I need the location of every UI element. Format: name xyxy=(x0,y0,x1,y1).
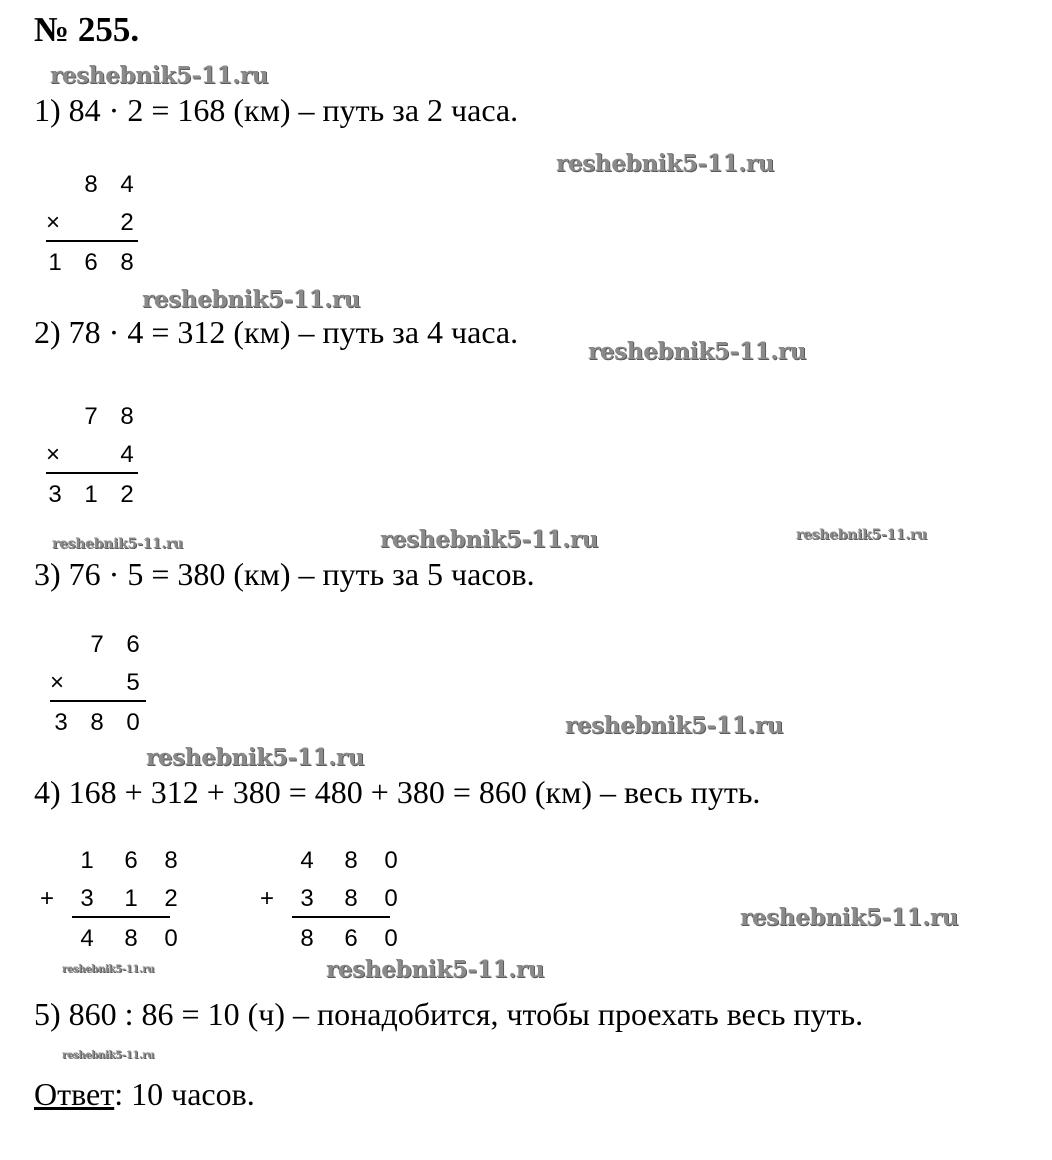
watermark: reshebnik5-11.ru xyxy=(796,527,927,543)
calc-digit: 8 xyxy=(120,249,134,276)
calc-digit: 8 xyxy=(84,171,98,198)
step-1: 1) 84 · 2 = 168 (км) – путь за 2 часа. xyxy=(34,92,519,128)
calc-digit: 6 xyxy=(126,631,140,658)
watermark: reshebnik5-11.ru xyxy=(556,150,775,177)
watermark: reshebnik5-11.ru xyxy=(740,904,959,931)
calc-line xyxy=(292,916,390,918)
calc-digit: 8 xyxy=(120,403,134,430)
calc-digit: 1 xyxy=(80,847,94,874)
calc-digit: 3 xyxy=(48,481,62,508)
calc-line xyxy=(72,916,170,918)
calc-digit: 1 xyxy=(84,481,98,508)
step-3: 3) 76 · 5 = 380 (км) – путь за 5 часов. xyxy=(34,556,535,592)
watermark: reshebnik5-11.ru xyxy=(380,526,599,553)
calc-digit: 8 xyxy=(90,709,104,736)
watermark: reshebnik5-11.ru xyxy=(142,286,361,313)
calc-digit: 2 xyxy=(120,481,134,508)
watermark: reshebnik5-11.ru xyxy=(62,1050,155,1061)
answer-label: Ответ xyxy=(34,1076,115,1112)
calc-digit: 8 xyxy=(124,925,138,952)
calc-line xyxy=(46,240,138,242)
watermark: reshebnik5-11.ru xyxy=(50,62,269,89)
watermark: reshebnik5-11.ru xyxy=(52,536,183,552)
calc-digit: 6 xyxy=(84,249,98,276)
calc-digit: 8 xyxy=(300,925,314,952)
calc-operator: × xyxy=(50,669,65,696)
step-4: 4) 168 + 312 + 380 = 480 + 380 = 860 (км) – весь путь. xyxy=(34,774,761,810)
calc-digit: 3 xyxy=(300,885,314,912)
calc-digit: 6 xyxy=(344,925,358,952)
calc-digit: 7 xyxy=(84,403,98,430)
problem-number: № 255. xyxy=(34,10,140,49)
calc-digit: 4 xyxy=(120,441,134,468)
step-2: 2) 78 · 4 = 312 (км) – путь за 4 часа. xyxy=(34,314,519,350)
calc-digit: 0 xyxy=(126,709,140,736)
calc-digit: 4 xyxy=(300,847,314,874)
calc-digit: 3 xyxy=(80,885,94,912)
calc-digit: 0 xyxy=(164,925,178,952)
calc-digit: 0 xyxy=(384,847,398,874)
calc-digit: 8 xyxy=(164,847,178,874)
calc-operator: × xyxy=(46,209,61,236)
step-5: 5) 860 : 86 = 10 (ч) – понадобится, чтобы проехать весь путь. xyxy=(34,996,864,1032)
calc-digit: 1 xyxy=(48,249,62,276)
calc-digit: 7 xyxy=(90,631,104,658)
calc-operator: + xyxy=(260,885,275,912)
watermark: reshebnik5-11.ru xyxy=(565,712,784,739)
calc-digit: 3 xyxy=(54,709,68,736)
answer-text: : 10 часов. xyxy=(114,1076,255,1112)
calc-digit: 0 xyxy=(384,885,398,912)
calc-digit: 2 xyxy=(120,209,134,236)
watermark: reshebnik5-11.ru xyxy=(62,964,155,975)
watermark: reshebnik5-11.ru xyxy=(146,744,365,771)
calc-digit: 1 xyxy=(124,885,138,912)
calc-digit: 8 xyxy=(344,885,358,912)
calc-digit: 4 xyxy=(120,171,134,198)
calc-digit: 0 xyxy=(384,925,398,952)
calc-operator: + xyxy=(40,885,55,912)
calc-digit: 4 xyxy=(80,925,94,952)
calc-line xyxy=(50,700,146,702)
watermark: reshebnik5-11.ru xyxy=(326,956,545,983)
calc-line xyxy=(46,472,138,474)
calc-operator: × xyxy=(46,441,61,468)
calc-digit: 8 xyxy=(344,847,358,874)
calc-digit: 5 xyxy=(126,669,140,696)
watermark: reshebnik5-11.ru xyxy=(588,338,807,365)
calc-digit: 2 xyxy=(164,885,178,912)
answer xyxy=(34,1076,255,1113)
calc-digit: 6 xyxy=(124,847,138,874)
